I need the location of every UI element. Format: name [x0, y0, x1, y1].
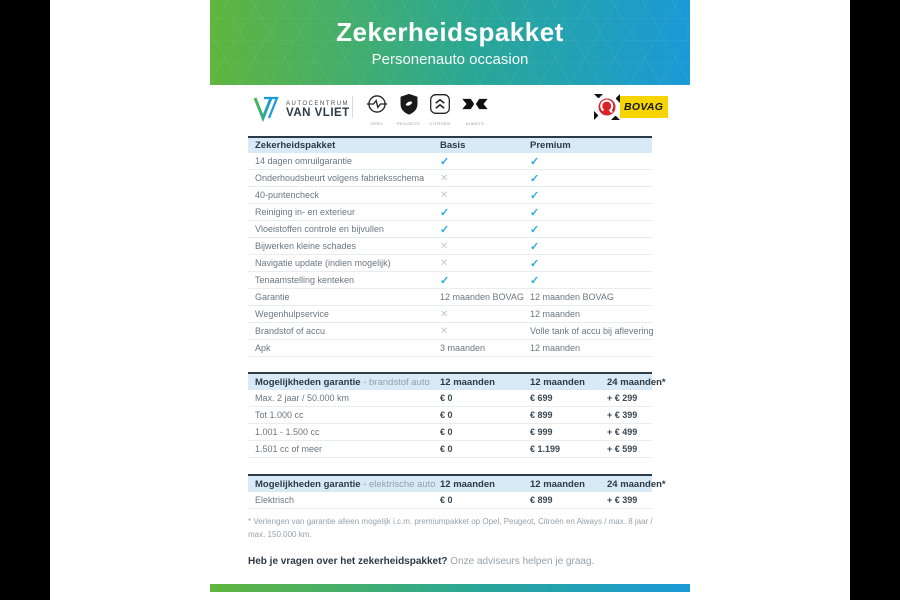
- row-label: Vloeistoffen controle en bijvullen: [255, 224, 384, 234]
- basis-cell: ✕: [440, 308, 449, 320]
- price-cell: € 899: [530, 410, 553, 420]
- column-12-maanden-1: 12 maanden: [440, 478, 495, 490]
- row-label: Elektrisch: [255, 495, 295, 505]
- column-24-maanden: 24 maanden*: [607, 478, 666, 490]
- column-24-maanden: 24 maanden*: [607, 376, 666, 388]
- row-label: 14 dagen omruilgarantie: [255, 156, 353, 166]
- row-label: Onderhoudsbeurt volgens fabrieksschema: [255, 173, 425, 183]
- dealer-name: [286, 101, 350, 120]
- package-table-header: [248, 136, 652, 153]
- bovag-wordmark: BOVAG: [620, 96, 668, 118]
- peugeot-icon: [398, 93, 420, 120]
- aiways-icon: [460, 93, 490, 120]
- electric-warranty-table: [248, 474, 666, 509]
- table-row: [248, 255, 652, 272]
- premium-cell: 12 maanden: [530, 309, 581, 319]
- table-row: [248, 272, 652, 289]
- column-basis: Basis: [440, 140, 466, 151]
- dealer-name-bottom: VAN VLIET: [286, 107, 350, 120]
- left-black-bar: [0, 0, 50, 600]
- table-row: [248, 407, 652, 424]
- citroen-icon: [429, 93, 451, 120]
- row-label: Garantie: [255, 292, 290, 302]
- price-cell: € 0: [440, 427, 453, 437]
- premium-cell: ✓: [530, 274, 540, 287]
- premium-cell: 12 maanden: [530, 343, 581, 353]
- price-cell: € 699: [530, 393, 553, 403]
- price-cell: + € 599: [607, 444, 638, 454]
- price-cell: + € 399: [607, 495, 638, 505]
- premium-cell: 12 maanden BOVAG: [530, 292, 614, 302]
- table-row: [248, 340, 652, 357]
- electric-table-header: [248, 474, 666, 492]
- citroen-logo: [429, 93, 451, 126]
- table-row: [248, 306, 652, 323]
- electric-title-bold: Mogelijkheden garantie: [255, 478, 361, 490]
- table-row: [248, 170, 652, 187]
- basis-cell: ✕: [440, 172, 449, 184]
- fuel-table-title: [248, 377, 440, 388]
- table-row: [248, 221, 652, 238]
- table-row: [248, 153, 652, 170]
- row-label: Brandstof of accu: [255, 326, 326, 336]
- row-label: Max. 2 jaar / 50.000 km: [255, 393, 350, 403]
- table-row: [248, 289, 652, 306]
- table-row: [248, 238, 652, 255]
- row-label: 40-puntencheck: [255, 190, 320, 200]
- bovag-icon: [594, 94, 620, 120]
- van-vliet-mark-icon: [252, 94, 280, 127]
- package-table: [248, 136, 652, 357]
- row-label: Navigatie update (indien mogelijk): [255, 258, 391, 268]
- basis-cell: ✓: [440, 155, 450, 168]
- premium-cell: ✓: [530, 240, 540, 253]
- table-row: [248, 323, 652, 340]
- peugeot-logo: [397, 93, 420, 126]
- opel-logo: [366, 93, 388, 126]
- basis-cell: ✓: [440, 206, 450, 219]
- price-cell: + € 399: [607, 410, 638, 420]
- opel-icon: [366, 93, 388, 120]
- opel-label: OPEL: [370, 121, 384, 126]
- bottom-gradient-bar: [210, 584, 690, 592]
- price-cell: € 899: [530, 495, 553, 505]
- dealer-logo: [252, 94, 350, 127]
- electric-table-title: [248, 479, 440, 490]
- row-label: Bijwerken kleine schades: [255, 241, 357, 251]
- basis-cell: 12 maanden BOVAG: [440, 292, 524, 302]
- fuel-title-bold: Mogelijkheden garantie: [255, 376, 361, 388]
- electric-title-rest: - elektrische auto: [360, 478, 436, 490]
- table-row: [248, 187, 652, 204]
- logo-row: [250, 92, 664, 126]
- peugeot-label: PEUGEOT: [397, 121, 421, 126]
- basis-cell: ✓: [440, 274, 450, 287]
- row-label: Reiniging in- en exterieur: [255, 207, 356, 217]
- citroen-label: CITROËN: [429, 121, 451, 126]
- price-cell: € 0: [440, 410, 453, 420]
- footnote: * Verlengen van garantie alleen mogelijk i.c.m. premiumpakket op Opel, Peugeot, Citroën en Aiways / max. 8 jaar / max. 150.000 km.: [248, 517, 653, 539]
- column-12-maanden-2: 12 maanden: [530, 376, 585, 388]
- row-label: Apk: [255, 343, 271, 353]
- row-label: 1.501 cc of meer: [255, 444, 323, 454]
- package-table-title: Zekerheidspakket: [255, 140, 336, 151]
- row-label: Wegenhulpservice: [255, 309, 329, 319]
- bovag-logo: [594, 94, 668, 120]
- row-label: Tenaamstelling kenteken: [255, 275, 355, 285]
- price-cell: + € 499: [607, 427, 638, 437]
- basis-cell: ✕: [440, 257, 449, 269]
- page-subtitle: Personenauto occasion: [371, 51, 529, 68]
- premium-cell: ✓: [530, 189, 540, 202]
- price-cell: € 0: [440, 393, 453, 403]
- row-label: 1.001 - 1.500 cc: [255, 427, 320, 437]
- question-bold: Heb je vragen over het zekerheidspakket?: [248, 556, 448, 567]
- fuel-table-header: [248, 372, 666, 390]
- table-row: [248, 492, 652, 509]
- brand-logos: [366, 93, 490, 126]
- question-rest: Onze adviseurs helpen je graag.: [447, 556, 595, 567]
- column-12-maanden-2: 12 maanden: [530, 478, 585, 490]
- table-row: [248, 390, 652, 407]
- column-12-maanden-1: 12 maanden: [440, 376, 495, 388]
- dealer-name-top: AUTOCENTRUM: [286, 100, 350, 107]
- table-row: [248, 441, 652, 458]
- price-cell: € 1.199: [530, 444, 561, 454]
- premium-cell: ✓: [530, 223, 540, 236]
- closing-question: [248, 556, 594, 567]
- basis-cell: ✕: [440, 189, 449, 201]
- premium-cell: ✓: [530, 155, 540, 168]
- aiways-label: AIWAYS: [466, 121, 485, 126]
- logo-divider: [352, 96, 353, 118]
- column-premium: Premium: [530, 140, 571, 151]
- page-title: Zekerheidspakket: [336, 17, 564, 47]
- fuel-warranty-table: [248, 372, 666, 458]
- price-cell: € 0: [440, 444, 453, 454]
- premium-cell: ✓: [530, 172, 540, 185]
- header-banner: [210, 0, 690, 85]
- premium-cell: Volle tank of accu bij aflevering: [530, 326, 654, 336]
- basis-cell: ✕: [440, 325, 449, 337]
- row-label: Tot 1.000 cc: [255, 410, 304, 420]
- right-black-bar: [850, 0, 900, 600]
- basis-cell: ✓: [440, 223, 450, 236]
- table-row: [248, 424, 652, 441]
- premium-cell: ✓: [530, 257, 540, 270]
- price-cell: € 0: [440, 495, 453, 505]
- price-cell: + € 299: [607, 393, 638, 403]
- price-cell: € 999: [530, 427, 553, 437]
- table-row: [248, 204, 652, 221]
- basis-cell: 3 maanden: [440, 343, 486, 353]
- basis-cell: ✕: [440, 240, 449, 252]
- premium-cell: ✓: [530, 206, 540, 219]
- aiways-logo: [460, 93, 490, 126]
- fuel-title-rest: - brandstof auto: [360, 376, 430, 388]
